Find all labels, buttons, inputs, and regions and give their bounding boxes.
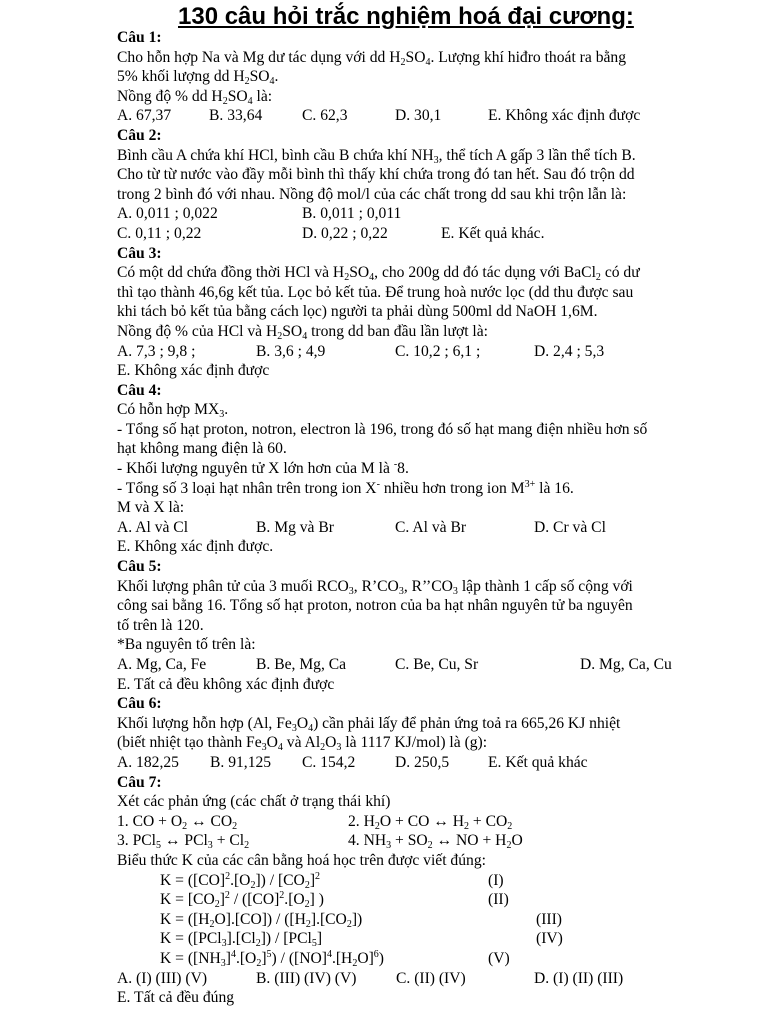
question-label: Câu 5: [117,558,162,576]
expression-label: (I) [488,871,504,889]
question-text-line: Có một dd chứa đồng thời HCl và $H_2SO_4$, cho 200g dd đó tác dụng với BaCl$_2$ có dư [117,264,640,284]
answer-option: B. 0,011 ; 0,011 [302,205,402,223]
question-text-line: *Ba nguyên tố trên là: [117,636,256,654]
question-text-line: 5% khối lượng dd $H_2SO_4$. [117,68,279,88]
answer-option: D. Mg, Ca, Cu [580,656,672,673]
answer-option: B. 3,6 ; 4,9 [256,342,326,360]
question-text-line: thì tạo thành 46,6g kết tủa. Lọc bỏ kết tủa. Để trung hoà nước lọc (dd thu được sau [117,283,634,301]
equilibrium-expression: $K = ([H_2O].[CO]) / ([H_2].[CO_2])$ [160,910,363,930]
answer-option: E. Không xác định được. [117,538,274,556]
answer-option: E. Không xác định được [117,362,270,380]
answer-option: A. 182,25 [117,753,179,771]
question-text-line: - Tổng số hạt proton, notron, electron là 196, trong đó số hạt mang điện nhiều hơn số [117,420,648,438]
question-label: Câu 2: [117,126,162,144]
answer-option: C. 154,2 [302,753,356,771]
reaction-equation: 4. $NH_3 + SO_2$ ↔ NO + $H_2O$ [348,832,523,852]
answer-option: B. 33,64 [209,107,263,125]
question-label: Câu 3: [117,244,162,262]
answer-option: B. 91,125 [210,753,272,771]
question-list [117,28,757,1008]
answer-option: A. Mg, Ca, Fe [117,656,207,673]
answer-option: E. Kết quả khác [488,753,588,771]
expression-label: (III) [536,910,562,928]
answer-option: B. (III) (IV) (V) [256,969,357,987]
answer-option: A. 7,3 ; 9,8 ; [117,342,196,360]
question-text-line: Khối lượng hỗn hợp (Al, $Fe_3O_4$) cần phải lấy để phản ứng toả ra 665,26 KJ nhiệt [117,714,621,734]
answer-option: B. Mg và Br [256,518,334,536]
question-text-line: Cho từ từ nước vào đầy mỗi bình thì thấy khí chứa trong đó tan hết. Sau đó trộn dd [117,166,635,184]
equilibrium-expression-row [117,929,757,949]
answer-option: E. Kết quả khác. [441,224,545,242]
question-label: Câu 6: [117,695,162,713]
answer-option: D. (I) (II) (III) [534,969,624,987]
answer-option: C. Al và Br [395,518,467,536]
question-2-options-row [117,224,757,244]
question-3-options-row [117,342,757,362]
question-2-options-row [117,204,757,224]
expression-label: (II) [488,891,509,909]
expression-label: (IV) [536,930,563,948]
equilibrium-expression-row [117,871,757,891]
question-label: Câu 7: [117,773,162,791]
answer-option: A. (I) (III) (V) [117,969,208,987]
expression-label: (V) [488,949,510,967]
answer-option: A. 67,37 [117,107,172,125]
question-1-options-row [117,106,757,126]
answer-option: A. 0,011 ; 0,022 [117,205,218,223]
reaction-equation: 1. CO + $O_2$ ↔ $CO_2$ [117,812,238,832]
question-text-line: - Tổng số 3 loại hạt nhân trên trong ion X- nhiều hơn trong ion $M^{3+}$ là 16. [117,478,574,497]
question-text-line: hạt không mang điện là 60. [117,440,287,458]
question-label: Câu 1: [117,29,162,46]
equilibrium-expression: $K = [CO_2]^2 / ([CO]^2.[O_2]$ ) [160,890,324,911]
question-text-line: trong 2 bình đó với nhau. Nồng độ mol/l của các chất trong dd sau khi trộn lẫn là: [117,185,627,203]
answer-option: D. Cr và Cl [534,518,606,536]
answer-option: E. Tất cả đều không xác định được [117,675,335,693]
question-text-line: Biểu thức K của các cân bằng hoá học trên được viết đúng: [117,851,486,869]
answer-option: E. Không xác định được [488,107,641,125]
equilibrium-expression: $K = ([NH_3]^4.[O_2]^5) / ([NO]^4.[H_2O]^6)$ [160,948,384,969]
answer-option: E. Tất cả đều đúng [117,989,235,1007]
equilibrium-expression: $K = ([PCl_3].[Cl_2]) / [PCl_5]$ [160,930,323,950]
question-text-line: Có hỗn hợp $MX_3$. [117,401,229,421]
answer-option: D. 30,1 [395,107,442,125]
question-text-line: - Khối lượng nguyên tử X lớn hơn của M là -8. [117,459,409,478]
question-text-line: tố trên là 120. [117,616,204,634]
question-text-line: Bình cầu A chứa khí HCl, bình cầu B chứa khí $NH_3$, thể tích A gấp 3 lần thể tích B. [117,146,636,166]
answer-option: C. 0,11 ; 0,22 [117,224,202,242]
reaction-row [117,812,757,832]
equilibrium-expression-row [117,890,757,910]
answer-option: C. (II) (IV) [396,969,466,987]
answer-option: A. Al và Cl [117,518,189,536]
question-4-options-row [117,518,757,538]
reaction-equation: 2. $H_2O$ + CO ↔ $H_2 + CO_2$ [348,812,513,832]
question-text-line: Cho hỗn hợp Na và Mg dư tác dụng với dd $H_2SO_4$. Lượng khí hiđro thoát ra bằng [117,48,627,68]
question-text-line: Nồng độ % dd $H_2SO_4$ là: [117,87,273,107]
question-text-line: Nồng độ % của HCl và $H_2SO_4$ trong dd ban đầu lần lượt là: [117,322,489,342]
question-7-options-row [117,969,757,989]
question-text-line: Khối lượng phân tử của 3 muối $RCO_3$, $R’CO_3$, $R’’CO_3$ lập thành 1 cấp số cộng với [117,577,633,597]
document-title: 130 câu hỏi trắc nghiệm hoá đại cương: [178,3,634,30]
answer-option: D. 0,22 ; 0,22 [302,224,388,242]
question-text-line: công sai bằng 16. Tổng số hạt proton, notron của ba hạt nhân nguyên tử ba nguyên [117,597,633,615]
question-label: Câu 4: [117,381,162,399]
answer-option: B. Be, Mg, Ca [256,656,347,673]
reaction-equation: 3. PCl$_5$ ↔ $PCl_3 + Cl_2$ [117,832,250,852]
question-6-options-row [117,753,757,773]
reaction-row [117,831,757,851]
equilibrium-expression-row [117,910,757,930]
answer-option: C. Be, Cu, Sr [395,656,479,673]
equilibrium-expression: $K = ([CO]^2.[O_2]) / [CO_2]^2$ [160,870,321,891]
answer-option: D. 250,5 [395,753,450,771]
question-text-line: (biết nhiệt tạo thành $Fe_3O_4$ và $Al_2O_3$ là 1117 KJ/mol) là (g): [117,734,488,754]
question-text-line: M và X là: [117,499,185,517]
equilibrium-expression-row [117,949,757,969]
answer-option: C. 62,3 [302,107,348,125]
answer-option: C. 10,2 ; 6,1 ; [395,342,481,360]
question-text-line: khi tách bỏ kết tủa bằng cách lọc) người ta phải dùng 500ml dd NaOH 1,6M. [117,303,598,321]
answer-option: D. 2,4 ; 5,3 [534,342,605,360]
question-text-line: Xét các phản ứng (các chất ở trạng thái khí) [117,793,391,811]
question-5-options-row [117,655,757,675]
